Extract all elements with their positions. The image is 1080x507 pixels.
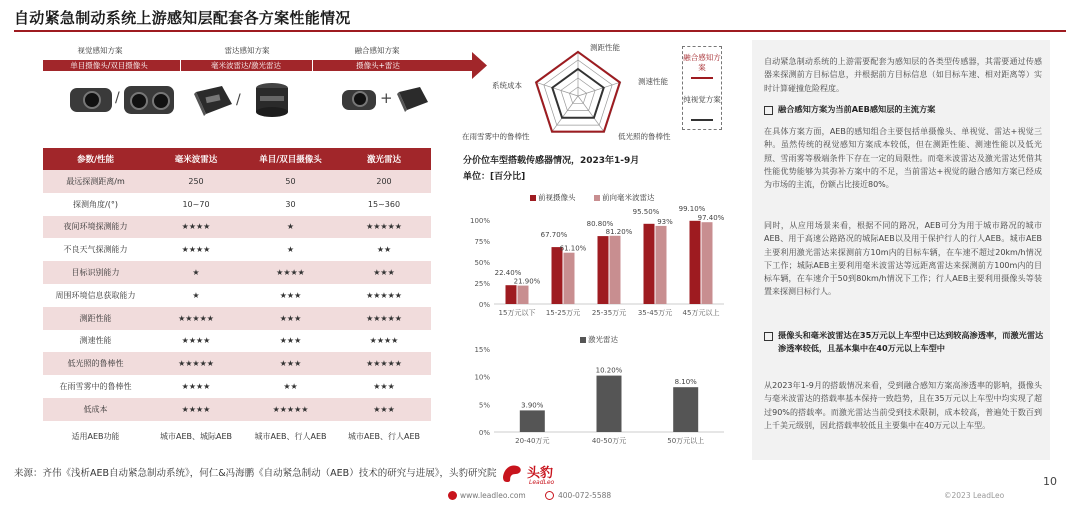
table-cell: ★ (148, 261, 244, 284)
website-link[interactable]: www.leadleo.com (460, 491, 526, 500)
y-tick-label: 0% (478, 301, 490, 309)
table-cell: ★★★ (244, 307, 337, 330)
performance-table (43, 148, 431, 453)
data-label: 80.80% (586, 220, 614, 229)
table-row (43, 238, 431, 261)
bar (564, 253, 575, 304)
radar-legend (682, 46, 722, 130)
table-row-label: 适用AEB功能 (43, 421, 148, 453)
table-cell: 15~360 (337, 193, 431, 216)
table-cell: ★★★ (244, 284, 337, 307)
table-cell: ★★★★★ (337, 216, 431, 239)
legend-label-front-camera: 前视摄像头 (538, 193, 576, 202)
table-cell: 250 (148, 170, 244, 193)
data-label: 10.20% (595, 366, 623, 375)
table-cell: ★★★ (244, 352, 337, 375)
table-row (43, 375, 431, 398)
table-cell: ★ (244, 238, 337, 261)
solution-radar-name: 雷达感知方案 (224, 46, 270, 55)
mmwave-radar-icon (192, 82, 234, 118)
table-header-lidar: 激光雷达 (337, 148, 431, 170)
solution-radar-sub: 毫米波雷达/激光雷达 (210, 61, 282, 70)
table-cell: ★★★★ (148, 398, 244, 421)
analysis-panel (752, 40, 1050, 460)
banner-divider (312, 57, 313, 73)
y-tick-label: 10% (474, 373, 490, 382)
bar-chart-sensors (462, 200, 737, 325)
table-row (43, 193, 431, 216)
mono-camera-icon (70, 88, 112, 112)
table-row-label: 周围环境信息获取能力 (43, 284, 148, 307)
y-tick-label: 5% (478, 401, 490, 410)
solution-vision-sub: 单目摄像头/双目摄像头 (70, 61, 148, 70)
table-cell: ★★★★★ (337, 284, 431, 307)
table-cell: ★ (148, 284, 244, 307)
table-row-label: 低光照的鲁棒性 (43, 352, 148, 375)
checkbox-bullet-icon (764, 106, 773, 115)
bar (598, 236, 609, 304)
bar (673, 387, 698, 432)
bullet-heading-2: 摄像头和毫米波雷达在35万元以上车型中已达到较高渗透率，而激光雷达渗透率较低，且基本集中在40万元以上车型中 (778, 330, 1044, 354)
y-tick-label: 25% (474, 280, 490, 288)
data-label: 22.40% (494, 269, 522, 278)
web-icon (448, 491, 457, 500)
table-cell: ★★★ (337, 398, 431, 421)
logo-subtext: LeadLeo (529, 479, 555, 486)
x-tick-label: 40-50万元 (591, 437, 627, 445)
bar (552, 247, 563, 304)
legend-vision-swatch (691, 119, 713, 121)
table-cell: ★★★★ (148, 216, 244, 239)
table-cell: ★★★★★ (148, 352, 244, 375)
table-cell: 城市AEB、城际AEB (148, 421, 244, 453)
bar (690, 221, 701, 304)
bar (702, 222, 713, 304)
radar-axis-label: 系统成本 (492, 81, 522, 90)
x-tick-label: 50万元以上 (667, 437, 705, 445)
data-label: 21.90% (513, 277, 541, 286)
table-cell: ★★ (337, 238, 431, 261)
bar (518, 286, 529, 304)
lidar-icon (250, 80, 294, 120)
radar-axis-label: 测速性能 (638, 77, 668, 86)
banner-divider (180, 57, 181, 73)
table-row-label: 目标识别能力 (43, 261, 148, 284)
table-cell: ★★★★★ (337, 307, 431, 330)
phone-icon (545, 491, 554, 500)
data-label: 61.10% (559, 244, 587, 253)
logo-text: 头豹 (527, 466, 554, 481)
data-label: 93% (657, 217, 673, 226)
solution-vision-name: 视觉感知方案 (77, 46, 123, 55)
y-tick-label: 0% (478, 429, 490, 437)
table-cell: ★★ (244, 375, 337, 398)
bar (644, 224, 655, 304)
data-label: 3.90% (521, 401, 544, 410)
data-label: 67.70% (540, 231, 568, 240)
data-label: 99.10% (678, 204, 706, 213)
legend-label-front-radar: 前向毫米波雷达 (602, 193, 655, 202)
stereo-camera-icon (124, 86, 174, 114)
table-cell: ★★★★★ (337, 352, 431, 375)
copyright: ©2023 LeadLeo (944, 491, 1005, 500)
table-cell: ★★★★ (148, 238, 244, 261)
chart-unit: 单位：[百分比] (463, 172, 526, 182)
table-cell: 50 (244, 170, 337, 193)
x-tick-label: 25-35万元 (591, 309, 627, 317)
legend-label-lidar: 激光雷达 (588, 335, 618, 344)
solution-fusion-sub: 摄像头+雷达 (356, 61, 400, 70)
table-row-label: 探测角度/(°) (43, 193, 148, 216)
chart-title: 分价位车型搭载传感器情况，2023年1-9月 (463, 156, 640, 166)
table-row (43, 330, 431, 353)
x-tick-label: 15-25万元 (545, 309, 581, 317)
legend-fusion-label: 融合感知方案 (683, 53, 721, 72)
source-note: 来源：齐伟《浅析AEB自动紧急制动系统》，何仁&冯海鹏《自动紧急制动（AEB）技术的研究与进展》，头豹研究院 (14, 468, 497, 479)
x-tick-label: 35-45万元 (637, 309, 673, 317)
table-cell: ★★★★★ (148, 307, 244, 330)
bar (506, 285, 517, 304)
table-cell: 城市AEB、行人AEB (337, 421, 431, 453)
checkbox-bullet-icon (764, 332, 773, 341)
table-row (43, 170, 431, 193)
x-tick-label: 45万元以上 (682, 309, 720, 317)
table-row (43, 307, 431, 330)
slash-symbol: / (236, 92, 241, 108)
table-header-mmwave: 毫米波雷达 (148, 148, 244, 170)
table-body (43, 170, 431, 453)
table-cell: ★★★ (337, 375, 431, 398)
page-title: 自动紧急制动系统上游感知层配套各方案性能情况 (14, 9, 351, 27)
table-cell: 30 (244, 193, 337, 216)
table-cell: 城市AEB、行人AEB (244, 421, 337, 453)
radar-axis-label: 低光照的鲁棒性 (618, 132, 671, 141)
bullet-2-paragraph: 从2023年1-9月的搭载情况来看，受到融合感知方案高渗透率的影响，摄像头与毫米波雷达的搭载率基本保持一致趋势，且在35万元以上车型中均实现了超过90%的搭载率。而激光雷达当前受到技术限制，成本较高，普遍处于数百到上千美元级别，因此搭载率较低且主要集中在40万元以上车型。 (764, 381, 1042, 430)
table-row (43, 398, 431, 421)
table-cell: ★ (244, 216, 337, 239)
table-header-row (43, 148, 431, 170)
leopard-logo-icon (500, 461, 524, 485)
data-label: 97.40% (697, 214, 725, 223)
table-row-label: 低成本 (43, 398, 148, 421)
title-divider (14, 30, 1066, 32)
fusion-radar-icon (396, 84, 430, 116)
table-row-label: 测距性能 (43, 307, 148, 330)
bar (656, 226, 667, 304)
y-tick-label: 15% (474, 346, 490, 354)
bullet-1-paragraph-1: 在具体方案方面，AEB的感知组合主要包括单摄像头、单视觉、雷达+视觉三种。虽然传统的视觉感知方案成本较低，但在测距性能、测速性能以及低光照、雪雨雾等极端条件下存在一定的局限性。而毫米波雷达及激光雷达凭借其性能优势能够为其弥补方案中的不足，当前雷达+视觉的融合感知方案已经成为市场的主流，份额占比接近80%。 (764, 127, 1042, 190)
table-header-camera: 单目/双目摄像头 (244, 148, 337, 170)
table-cell: 200 (337, 170, 431, 193)
table-row (43, 261, 431, 284)
data-label: 8.10% (674, 378, 697, 387)
table-row-label: 不良天气探测能力 (43, 238, 148, 261)
table-row-label: 最远探测距离/m (43, 170, 148, 193)
radar-axis-label: 在雨雪雾中的鲁棒性 (462, 132, 530, 141)
table-row (43, 284, 431, 307)
x-tick-label: 15万元以下 (498, 309, 536, 317)
y-tick-label: 100% (469, 217, 490, 225)
slash-symbol: / (115, 90, 120, 106)
table-cell: ★★★ (337, 261, 431, 284)
plus-symbol: + (380, 89, 393, 107)
intro-paragraph: 自动紧急制动系统的上游需要配套为感知层的各类型传感器，其需要通过传感器来探测前方目标信息，并根据前方目标信息（如目标车速、相对距离等）实时计算碰撞危险程度。 (764, 57, 1042, 93)
table-cell: ★★★★ (148, 375, 244, 398)
table-cell: ★★★★★ (244, 398, 337, 421)
table-row-label: 夜间环境探测能力 (43, 216, 148, 239)
table-row (43, 352, 431, 375)
bar-chart-lidar (462, 340, 737, 450)
table-cell: ★★★★ (148, 330, 244, 353)
table-row (43, 216, 431, 239)
table-header-param: 参数/性能 (43, 148, 148, 170)
table-cell: 10~70 (148, 193, 244, 216)
data-label: 81.20% (605, 227, 633, 236)
solution-fusion-name: 融合感知方案 (354, 46, 400, 55)
page-number: 10 (1043, 475, 1057, 488)
bar (520, 410, 545, 432)
table-cell: ★★★ (244, 330, 337, 353)
table-cell: ★★★★ (244, 261, 337, 284)
bullet-1-paragraph-2: 同时，从应用场景来看，根据不同的路况，AEB可分为用于城市路况的城市AEB、用于高速公路路况的城际AEB以及用于保护行人的行人AEB。城市AEB主要利用激光雷达来探测前方10m内的目标车辆，在车速不超过20km/h情况下工作；城际AEB主要利用毫米波雷达等远距离雷达来探测前方100m内的目标车辆，在车速介于50到80km/h情况下工作；行人AEB主要利用摄像头等装置来探测目标行人。 (764, 221, 1042, 297)
radar-axis-label: 测距性能 (590, 43, 620, 52)
legend-vision-label: 纯视觉方案 (683, 95, 721, 104)
bar (597, 376, 622, 432)
bar (610, 236, 621, 304)
table-row-label: 测速性能 (43, 330, 148, 353)
legend-fusion-swatch (691, 77, 713, 79)
fusion-camera-icon (342, 90, 376, 110)
table-cell: ★★★★ (337, 330, 431, 353)
phone-number: 400-072-5588 (558, 491, 612, 500)
data-label: 95.50% (632, 207, 660, 216)
table-row (43, 421, 431, 453)
y-tick-label: 75% (474, 238, 490, 246)
bullet-heading-1: 融合感知方案为当前AEB感知层的主流方案 (778, 104, 936, 114)
y-tick-label: 50% (474, 259, 490, 267)
x-tick-label: 20-40万元 (515, 437, 550, 445)
table-row-label: 在雨雪雾中的鲁棒性 (43, 375, 148, 398)
